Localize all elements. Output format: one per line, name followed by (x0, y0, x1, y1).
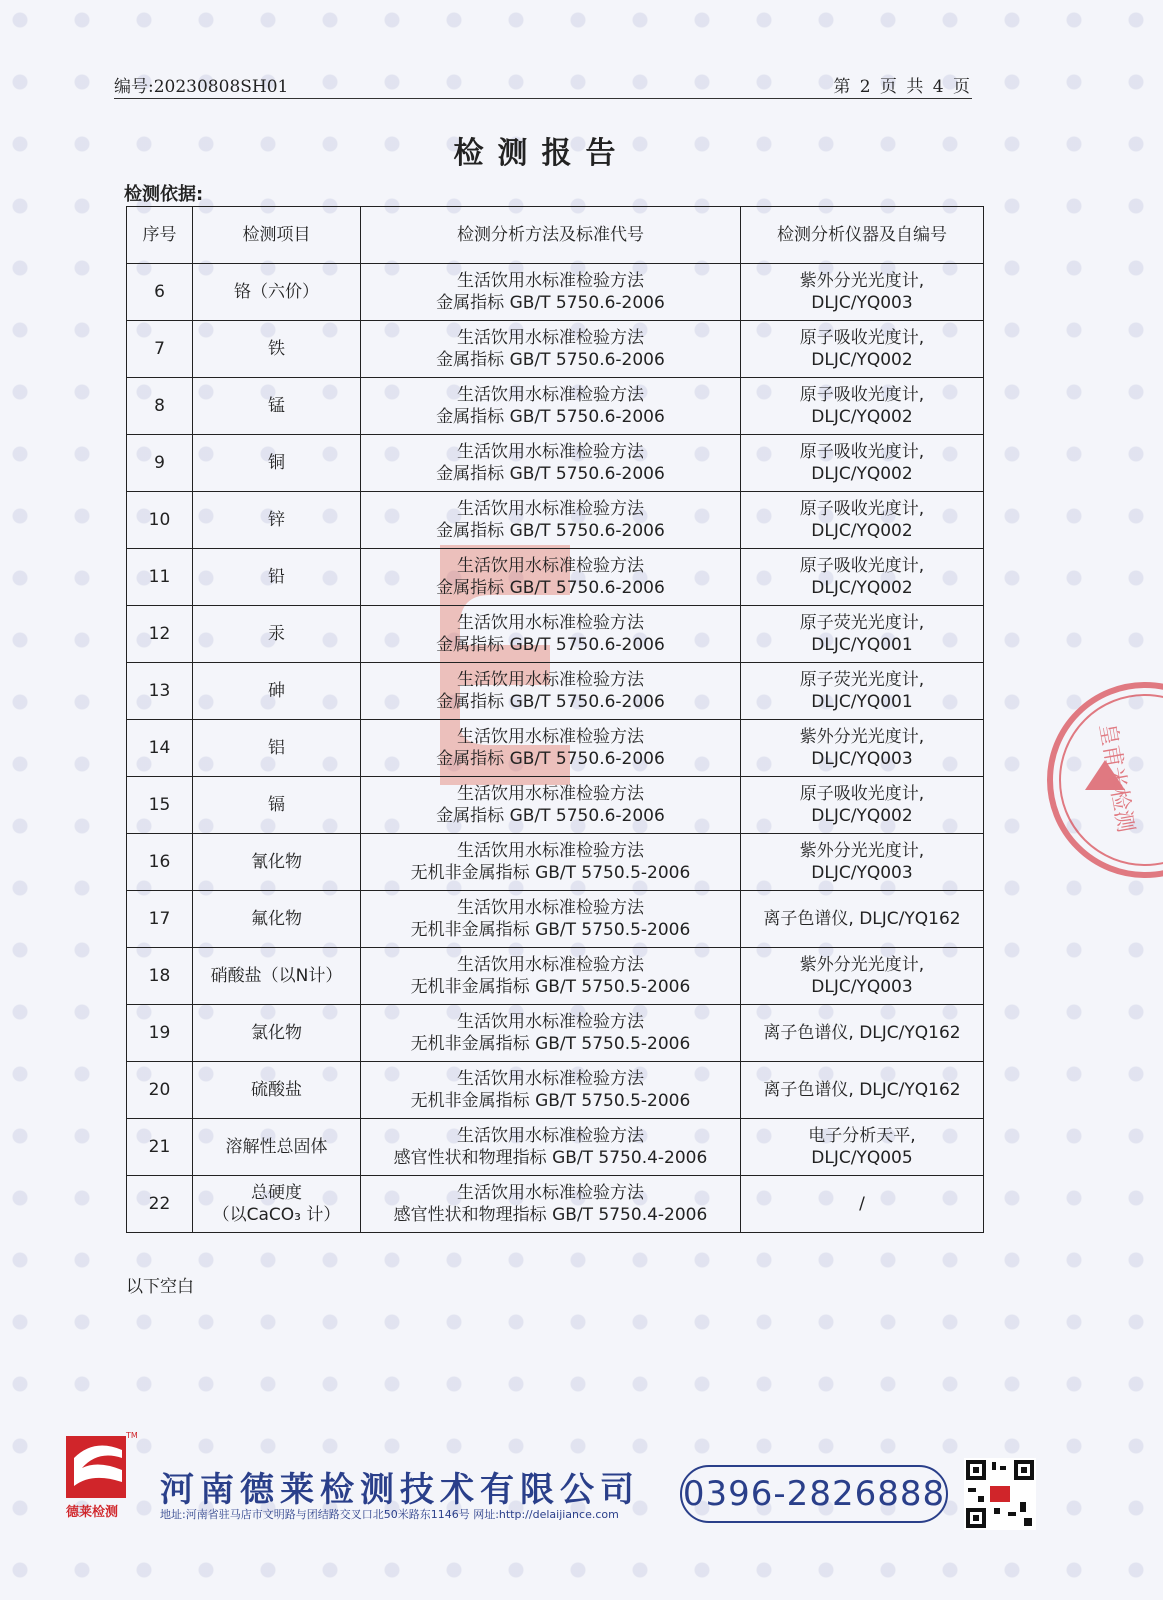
cell-no-line: 6 (154, 282, 165, 302)
cell-no (127, 720, 193, 777)
cell-item (193, 1119, 361, 1176)
cell-instrument (741, 606, 984, 663)
cell-method-line: 生活饮用水标准检验方法 (457, 499, 644, 519)
cell-no-line: 9 (154, 453, 165, 473)
cell-method (361, 1062, 741, 1119)
cell-instrument-line: DLJC/YQ005 (811, 1148, 913, 1168)
table-row (127, 549, 984, 606)
cell-item-line: 总硬度 (251, 1183, 302, 1203)
cell-no (127, 378, 193, 435)
table-row (127, 435, 984, 492)
cell-method (361, 1176, 741, 1233)
table-row (127, 1062, 984, 1119)
table-row (127, 606, 984, 663)
method-table (126, 206, 984, 1233)
cell-instrument-line: 原子吸收光度计, (799, 499, 925, 519)
table-header-row (127, 207, 984, 264)
cell-instrument-line: 紫外分光光度计, (799, 271, 925, 291)
cell-item (193, 492, 361, 549)
cell-item (193, 264, 361, 321)
cell-method (361, 1119, 741, 1176)
cell-method-line: 生活饮用水标准检验方法 (457, 1126, 644, 1146)
cell-instrument-line: 原子吸收光度计, (799, 442, 925, 462)
cell-instrument (741, 891, 984, 948)
cell-no-line: 16 (148, 852, 171, 872)
cell-instrument-line: DLJC/YQ003 (811, 749, 913, 769)
cell-no-line: 14 (148, 738, 171, 758)
cell-instrument (741, 264, 984, 321)
cell-method (361, 549, 741, 606)
cell-no-line: 13 (148, 681, 171, 701)
company-name: 河南德莱检测技术有限公司 (160, 1470, 640, 1510)
cell-instrument-line: 离子色谱仪, DLJC/YQ162 (763, 1023, 961, 1043)
cell-method (361, 948, 741, 1005)
cell-instrument-line: 紫外分光光度计, (799, 955, 925, 975)
cell-instrument (741, 1062, 984, 1119)
cell-no-line: 10 (148, 510, 171, 530)
cell-item-line: 铁 (268, 339, 285, 359)
cell-item-line: 硝酸盐（以N计） (210, 966, 343, 986)
cell-method (361, 264, 741, 321)
cell-item-line: 氟化物 (251, 909, 302, 929)
cell-method (361, 435, 741, 492)
cell-instrument (741, 948, 984, 1005)
svg-text:TM: TM (126, 1431, 138, 1440)
cell-no (127, 549, 193, 606)
cell-instrument-line: DLJC/YQ001 (811, 635, 913, 655)
cell-method-line: 金属指标 GB/T 5750.6-2006 (436, 578, 665, 598)
cell-no (127, 1176, 193, 1233)
cell-method-line: 感官性状和物理指标 GB/T 5750.4-2006 (393, 1205, 708, 1225)
cell-item (193, 891, 361, 948)
cell-instrument-line: 原子吸收光度计, (799, 784, 925, 804)
cell-method (361, 777, 741, 834)
cell-item (193, 777, 361, 834)
cell-method-line: 生活饮用水标准检验方法 (457, 898, 644, 918)
cell-method-line: 金属指标 GB/T 5750.6-2006 (436, 521, 665, 541)
company-address: 地址:河南省驻马店市文明路与团结路交叉口北50米路东1146号 网址:http://delaijiance.com (160, 1508, 619, 1521)
cell-item-line: （以CaCO₃ 计） (212, 1205, 341, 1225)
table-row (127, 891, 984, 948)
cell-method-line: 生活饮用水标准检验方法 (457, 1069, 644, 1089)
cell-item (193, 1062, 361, 1119)
cell-item (193, 435, 361, 492)
table-row (127, 663, 984, 720)
cell-item (193, 321, 361, 378)
cell-no (127, 492, 193, 549)
cell-method-line: 无机非金属指标 GB/T 5750.5-2006 (410, 863, 691, 883)
cell-method (361, 834, 741, 891)
cell-method (361, 606, 741, 663)
cell-item-line: 锰 (268, 396, 285, 416)
cell-method-line: 生活饮用水标准检验方法 (457, 328, 644, 348)
cell-item (193, 834, 361, 891)
table-row (127, 948, 984, 1005)
cell-method-line: 金属指标 GB/T 5750.6-2006 (436, 749, 665, 769)
cell-no (127, 1119, 193, 1176)
cell-instrument (741, 435, 984, 492)
cell-instrument-line: DLJC/YQ002 (811, 464, 913, 484)
cell-no (127, 321, 193, 378)
cell-instrument-line: DLJC/YQ001 (811, 692, 913, 712)
cell-method-line: 金属指标 GB/T 5750.6-2006 (436, 350, 665, 370)
cell-method-line: 生活饮用水标准检验方法 (457, 271, 644, 291)
cell-no-line: 22 (148, 1194, 171, 1214)
cell-instrument-line: DLJC/YQ002 (811, 578, 913, 598)
cell-no (127, 606, 193, 663)
cell-no (127, 1005, 193, 1062)
cell-method-line: 生活饮用水标准检验方法 (457, 670, 644, 690)
cell-instrument (741, 834, 984, 891)
cell-instrument (741, 1176, 984, 1233)
cell-method-line: 生活饮用水标准检验方法 (457, 727, 644, 747)
cell-item-line: 铜 (268, 453, 285, 473)
cell-method-line: 生活饮用水标准检验方法 (457, 556, 644, 576)
cell-instrument-line: 原子荧光光度计, (799, 613, 925, 633)
cell-method-line: 生活饮用水标准检验方法 (457, 955, 644, 975)
cell-method-line: 生活饮用水标准检验方法 (457, 841, 644, 861)
cell-method (361, 492, 741, 549)
cell-instrument (741, 663, 984, 720)
cell-method-line: 无机非金属指标 GB/T 5750.5-2006 (410, 1034, 691, 1054)
cell-item (193, 720, 361, 777)
cell-instrument-line: 原子吸收光度计, (799, 556, 925, 576)
cell-instrument-line: DLJC/YQ002 (811, 407, 913, 427)
cell-method-line: 无机非金属指标 GB/T 5750.5-2006 (410, 977, 691, 997)
cell-method-line: 金属指标 GB/T 5750.6-2006 (436, 692, 665, 712)
cell-item (193, 549, 361, 606)
seal-stamp (1045, 680, 1163, 880)
cell-item (193, 606, 361, 663)
cell-instrument-line: 原子荧光光度计, (799, 670, 925, 690)
table-row (127, 834, 984, 891)
page-indicator: 第 2 页 共 4 页 (833, 77, 972, 97)
table-row (127, 378, 984, 435)
cell-item (193, 1176, 361, 1233)
cell-method-line: 金属指标 GB/T 5750.6-2006 (436, 635, 665, 655)
cell-method-line: 生活饮用水标准检验方法 (457, 613, 644, 633)
cell-instrument (741, 1119, 984, 1176)
cell-item-line: 汞 (268, 624, 285, 644)
cell-method-line: 金属指标 GB/T 5750.6-2006 (436, 464, 665, 484)
cell-method (361, 1005, 741, 1062)
table-row (127, 1119, 984, 1176)
cell-no-line: 17 (148, 909, 171, 929)
cell-no (127, 1062, 193, 1119)
cell-instrument-line: 原子吸收光度计, (799, 328, 925, 348)
cell-method (361, 891, 741, 948)
cell-method-line: 金属指标 GB/T 5750.6-2006 (436, 407, 665, 427)
cell-method-line: 生活饮用水标准检验方法 (457, 1183, 644, 1203)
table-row (127, 321, 984, 378)
header-no: 序号 (127, 207, 193, 264)
cell-no (127, 891, 193, 948)
table-row (127, 1176, 984, 1233)
cell-no (127, 834, 193, 891)
cell-instrument-line: 紫外分光光度计, (799, 841, 925, 861)
cell-instrument-line: 原子吸收光度计, (799, 385, 925, 405)
table-row (127, 1005, 984, 1062)
table-row (127, 492, 984, 549)
company-phone: 0396-2826888 (680, 1465, 948, 1523)
cell-instrument (741, 492, 984, 549)
cell-no-line: 20 (148, 1080, 171, 1100)
cell-no-line: 19 (148, 1023, 171, 1043)
header-item: 检测项目 (193, 207, 361, 264)
cell-item-line: 镉 (268, 795, 285, 815)
cell-instrument-line: 电子分析天平, (808, 1126, 916, 1146)
cell-instrument-line: DLJC/YQ002 (811, 521, 913, 541)
cell-no-line: 21 (148, 1137, 171, 1157)
page-title: 检测报告 (453, 136, 630, 171)
cell-no-line: 12 (148, 624, 171, 644)
cell-item-line: 砷 (268, 681, 285, 701)
cell-no-line: 7 (154, 339, 165, 359)
cell-item (193, 378, 361, 435)
table-row (127, 720, 984, 777)
blank-note: 以下空白 (126, 1277, 194, 1297)
cell-method-line: 金属指标 GB/T 5750.6-2006 (436, 806, 665, 826)
cell-instrument-line: 紫外分光光度计, (799, 727, 925, 747)
basis-label: 检测依据: (124, 184, 204, 205)
cell-method (361, 321, 741, 378)
table-row (127, 264, 984, 321)
cell-item-line: 氰化物 (251, 852, 302, 872)
cell-instrument-line: DLJC/YQ002 (811, 806, 913, 826)
cell-item (193, 663, 361, 720)
report-header (114, 72, 972, 99)
svg-text:皇甫米检测: 皇甫米检测 (1094, 721, 1138, 835)
header-instrument: 检测分析仪器及自编号 (741, 207, 984, 264)
cell-instrument (741, 549, 984, 606)
cell-no (127, 663, 193, 720)
cell-no (127, 777, 193, 834)
cell-item-line: 氯化物 (251, 1023, 302, 1043)
cell-item (193, 1005, 361, 1062)
cell-instrument-line: 离子色谱仪, DLJC/YQ162 (763, 1080, 961, 1100)
cell-no-line: 18 (148, 966, 171, 986)
cell-method-line: 感官性状和物理指标 GB/T 5750.4-2006 (393, 1148, 708, 1168)
cell-item-line: 硫酸盐 (251, 1080, 302, 1100)
cell-instrument (741, 321, 984, 378)
cell-method-line: 生活饮用水标准检验方法 (457, 442, 644, 462)
cell-instrument (741, 720, 984, 777)
company-logo-icon (64, 1428, 140, 1522)
table-row (127, 777, 984, 834)
cell-method-line: 生活饮用水标准检验方法 (457, 385, 644, 405)
cell-instrument (741, 378, 984, 435)
cell-method-line: 无机非金属指标 GB/T 5750.5-2006 (410, 920, 691, 940)
cell-no (127, 948, 193, 1005)
cell-no-line: 15 (148, 795, 171, 815)
cell-instrument-line: DLJC/YQ003 (811, 293, 913, 313)
cell-no-line: 11 (148, 567, 171, 587)
report-number: 编号:20230808SH01 (114, 77, 289, 97)
header-method: 检测分析方法及标准代号 (361, 207, 741, 264)
cell-method-line: 生活饮用水标准检验方法 (457, 1012, 644, 1032)
cell-no (127, 435, 193, 492)
cell-item-line: 铅 (268, 567, 285, 587)
cell-instrument (741, 1005, 984, 1062)
cell-item-line: 铝 (268, 738, 285, 758)
cell-method-line: 生活饮用水标准检验方法 (457, 784, 644, 804)
qr-code-icon (964, 1458, 1036, 1530)
cell-instrument-line: DLJC/YQ002 (811, 350, 913, 370)
cell-instrument-line: DLJC/YQ003 (811, 977, 913, 997)
cell-instrument-line: DLJC/YQ003 (811, 863, 913, 883)
cell-item (193, 948, 361, 1005)
cell-method-line: 金属指标 GB/T 5750.6-2006 (436, 293, 665, 313)
cell-method (361, 663, 741, 720)
cell-instrument-line: / (859, 1194, 865, 1214)
cell-instrument-line: 离子色谱仪, DLJC/YQ162 (763, 909, 961, 929)
cell-item-line: 铬（六价） (234, 282, 319, 302)
cell-method (361, 720, 741, 777)
cell-method-line: 无机非金属指标 GB/T 5750.5-2006 (410, 1091, 691, 1111)
cell-method (361, 378, 741, 435)
cell-item-line: 锌 (268, 510, 285, 530)
cell-instrument (741, 777, 984, 834)
svg-text:德莱检测: 德莱检测 (66, 1505, 119, 1520)
cell-no-line: 8 (154, 396, 165, 416)
cell-no (127, 264, 193, 321)
cell-item-line: 溶解性总固体 (225, 1137, 328, 1157)
